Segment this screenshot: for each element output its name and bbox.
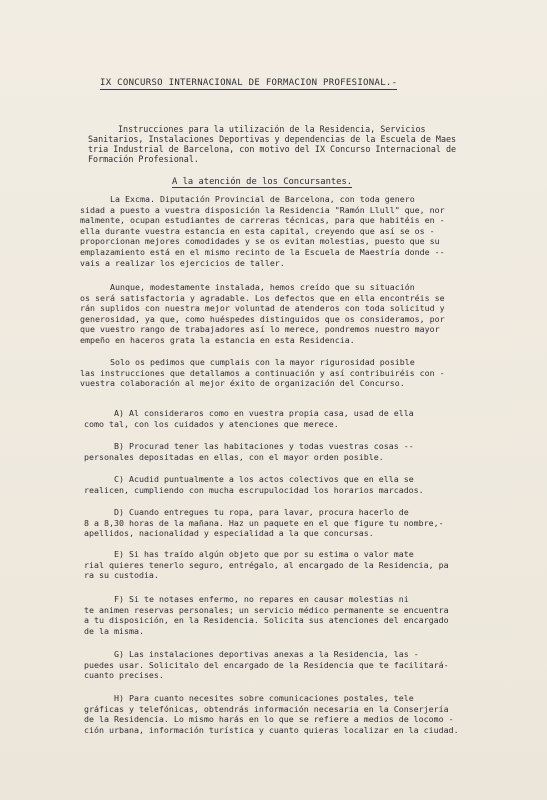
paragraph-line: ella durante vuestra estancia en esta capital, creyendo que así se os - bbox=[80, 225, 435, 236]
instruction-b bbox=[84, 441, 414, 462]
paragraph-aunque bbox=[80, 282, 445, 346]
paragraph-line: personales depositadas en ellas, con el mayor orden posible. bbox=[84, 451, 384, 462]
section-title-text: A la atención de los Concursantes. bbox=[172, 177, 353, 187]
paragraph-line: proporcionan mejores comodidades y se os evitan molestias, puesto que su bbox=[80, 236, 440, 247]
paragraph-line: cuanto precises. bbox=[84, 670, 164, 681]
paragraph-line: ra su custodia. bbox=[84, 570, 159, 581]
paragraph-line: Solo os pedimos que cumplais con la mayor rigurosidad posible bbox=[110, 357, 415, 367]
paragraph-line: H) Para cuanto necesites sobre comunicaciones postales, tele bbox=[114, 693, 414, 703]
paragraph-line: rial quieres tenerlo seguro, entrégalo, al encargado de la Residencia, pa bbox=[84, 559, 449, 570]
intro-line: tria Industrial de Barcelona, con motivo del IX Concurso Internacional de bbox=[88, 144, 457, 154]
paragraph-line: puedes usar. Solicitalo del encargado de la Residencia que te facilitará- bbox=[84, 659, 449, 670]
paragraph-line: sidad a puesto a vuestra disposición la Residencia "Ramón Llull" que, nor bbox=[80, 204, 445, 215]
paragraph-line: a tu disposición, en la Residencia. Solicita sus atenciones del encargado bbox=[84, 615, 449, 626]
paragraph-line: empeño en haceros grata la estancia en esta Residencia. bbox=[80, 334, 355, 345]
instruction-c bbox=[84, 474, 424, 495]
instruction-g bbox=[84, 649, 449, 681]
paragraph-line: emplazamiento está en el mismo recinto de la Escuela de Maestría donde -- bbox=[80, 246, 445, 257]
paragraph-line: A) Al consideraros como en vuestra propia casa, usad de ella bbox=[114, 408, 414, 418]
intro-paragraph bbox=[88, 124, 456, 164]
paragraph-line: como tal, con los cuidados y atenciones que merece. bbox=[84, 418, 339, 429]
paragraph-line: te animen reservas personales; un servicio médico permanente se encuentra bbox=[84, 604, 449, 615]
paragraph-line: malmente, ocupan estudiantes de carreras técnicas, para que habitéis en - bbox=[80, 215, 445, 226]
paragraph-line: generosidad, ya que, como huéspedes distinguidos que os consideramos, por bbox=[80, 313, 445, 324]
header-text: IX CONCURSO INTERNACIONAL DE FORMACION PROFESIONAL.- bbox=[100, 78, 398, 88]
paragraph-line: vais a realizar los ejercicios de taller. bbox=[80, 257, 285, 268]
intro-line: Sanitarios, Instalaciones Deportivas y dependencias de la Escuela de Maes bbox=[88, 134, 457, 144]
intro-line: Formación Profesional. bbox=[88, 154, 199, 164]
instruction-a bbox=[84, 408, 414, 429]
document-header bbox=[100, 78, 397, 88]
instruction-d bbox=[84, 507, 444, 539]
instruction-h bbox=[84, 693, 459, 735]
intro-line: Instrucciones para la utilización de la Residencia, Servicios bbox=[118, 124, 426, 134]
paragraph-line: realicen, cumpliendo con mucha escrupulocidad los horarios marcados. bbox=[84, 484, 424, 495]
instruction-e bbox=[84, 549, 449, 581]
paragraph-line: apellidos, nacionalidad y especialidad a la que concursas. bbox=[84, 528, 374, 539]
paragraph-line: 8 a 8,30 horas de la mañana. Haz un paquete en el que figure tu nombre,- bbox=[84, 517, 444, 528]
paragraph-line: ción urbana, información turística y cuanto quieras localizar en la ciudad. bbox=[84, 724, 459, 735]
paragraph-line: gráficas y telefónicas, obtendrás información necesaria en la Conserjería bbox=[84, 703, 449, 714]
paragraph-line: rán suplidos con nuestra mejor voluntad de atenderos con toda solicitud y bbox=[80, 303, 445, 314]
paragraph-line: de la misma. bbox=[84, 625, 144, 636]
instruction-f bbox=[84, 594, 449, 636]
paragraph-line: de la Residencia. Lo mismo harás en lo que se refiere a medios de locomo - bbox=[84, 714, 454, 725]
paragraph-line: D) Cuando entregues tu ropa, para lavar, procura hacerlo de bbox=[114, 507, 409, 517]
paragraph-solo bbox=[80, 357, 445, 389]
paragraph-line: os será satisfactoria y agradable. Los defectos que en ella encontréis se bbox=[80, 292, 445, 303]
paragraph-line: C) Acudid puntualmente a los actos colectivos que en ella se bbox=[114, 474, 414, 484]
paragraph-line: vuestra colaboración al mejor éxito de organización del Concurso. bbox=[80, 378, 405, 389]
paragraph-line: G) Las instalaciones deportivas anexas a la Residencia, las - bbox=[114, 649, 419, 659]
paragraph-line: B) Procurad tener las habitaciones y todas vuestras cosas -- bbox=[114, 441, 414, 451]
paragraph-line: La Excma. Diputación Provincial de Barcelona, con toda genero bbox=[110, 194, 415, 204]
paragraph-line: las instrucciones que detallamos a continuación y así contribuiréis con - bbox=[80, 367, 445, 378]
paragraph-line: Aunque, modestamente instalada, hemos creído que su situación bbox=[110, 282, 415, 292]
paragraph-line: E) Si has traído algún objeto que por su estima o valor mate bbox=[114, 549, 414, 559]
paragraph-residencia bbox=[80, 194, 445, 268]
paragraph-line: F) Si te notases enfermo, no repares en causar molestias ni bbox=[114, 594, 409, 604]
paragraph-line: que vuestro rango de trabajadores así lo merece, pondremos nuestro mayor bbox=[80, 324, 440, 335]
section-title bbox=[172, 177, 352, 187]
